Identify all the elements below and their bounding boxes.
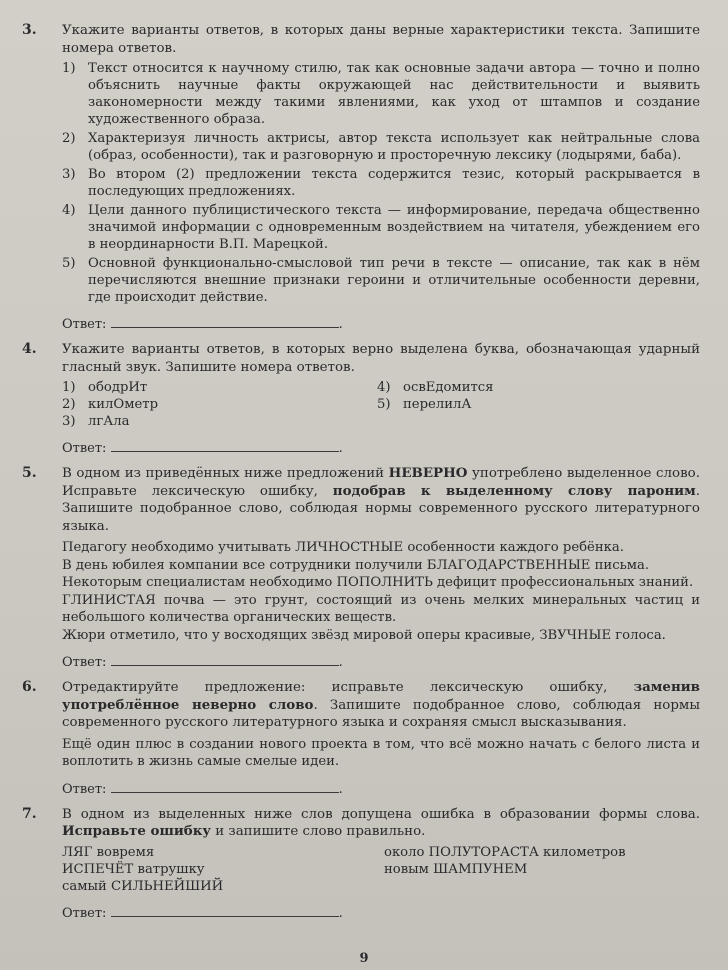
option-item: 2) килОметр	[62, 397, 159, 412]
answer-field[interactable]: Ответ: .	[62, 781, 343, 797]
option-item: 5) перелилА	[377, 397, 472, 412]
task-number: 3.	[22, 22, 37, 38]
task-question: Отредактируйте предложение: исправьте лексическую ошибку, заменив употреблённое неверно слово. Запишите подобранное слово, соблюдая нормы современного русского литературного языка и сохраняя смысл высказывания.	[62, 679, 700, 730]
task-5	[22, 465, 700, 671]
answer-field[interactable]: Ответ: .	[62, 655, 343, 670]
word-item: самый СИЛЬНЕЙШИЙ	[62, 878, 224, 894]
task-7	[22, 806, 700, 922]
option-item: 4) Цели данного публицистического текста — информирование, передача общественно значимой информации с одновременным воздействием на читателя, убеждением его в неординарности В.П. Марецкой.	[62, 203, 700, 252]
task-question: В одном из выделенных ниже слов допущена ошибка в образовании формы слова. Исправьте ошибку и запишите слово правильно.	[62, 806, 700, 839]
word-item: ИСПЕЧЁТ ватрушку	[62, 861, 205, 877]
task-number: 5.	[22, 465, 37, 481]
task-3	[22, 22, 700, 333]
page-number: 9	[359, 951, 369, 966]
task-4	[22, 341, 700, 457]
answer-options	[62, 60, 700, 306]
task-number: 4.	[22, 341, 37, 357]
sentence: Ещё один плюс в создании нового проекта в том, что всё можно начать с белого листа и воплотить в жизнь самые смелые идеи.	[62, 736, 700, 769]
task-question: Укажите варианты ответов, в которых даны верные характеристики текста. Запишите номера ответов.	[62, 23, 700, 56]
sentence: Жюри отметило, что у восходящих звёзд мировой оперы красивые, ЗВУЧНЫЕ голоса.	[62, 627, 666, 643]
answer-field[interactable]: Ответ: .	[62, 441, 343, 456]
task-number: 7.	[22, 805, 37, 822]
task-question: Укажите варианты ответов, в которых верно выделена буква, обозначающая ударный гласный звук. Запишите номера ответов.	[62, 342, 700, 375]
sentence: В день юбилея компании все сотрудники получили БЛАГОДАРСТВЕННЫЕ письма.	[62, 557, 650, 573]
option-item: 5) Основной функционально-смысловой тип речи в тексте — описание, так как в нём перечисляются внешние признаки героини и отличительные особенности деревни, где происходит действие.	[62, 256, 700, 305]
answer-field[interactable]: Ответ: .	[62, 905, 343, 921]
word-item: новым ШАМПУНЕМ	[384, 861, 528, 877]
sentence: Педагогу необходимо учитывать ЛИЧНОСТНЫЕ особенности каждого ребёнка.	[62, 540, 624, 555]
word-item: около ПОЛУТОРАСТА километров	[384, 844, 626, 860]
option-item: 3) лгАла	[62, 414, 130, 429]
sentence: Некоторым специалистам необходимо ПОПОЛНИТЬ дефицит профессиональных знаний.	[62, 575, 694, 590]
option-item: 2) Характеризуя личность актрисы, автор текста использует как нейтральные слова (образ, особенности), так и разговорную и просторечную лексику (лодырями, баба).	[62, 131, 700, 163]
task-6	[22, 679, 700, 798]
option-item: 3) Во втором (2) предложении текста содержится тезис, который раскрывается в последующих предложениях.	[62, 167, 700, 199]
answer-field[interactable]: Ответ: .	[62, 317, 343, 332]
option-item: 4) освЕдомится	[377, 380, 494, 395]
sentence: ГЛИНИСТАЯ почва — это грунт, состоящий из очень мелких минеральных частиц и небольшого количества органических веществ.	[62, 592, 700, 625]
word-item: ЛЯГ вовремя	[62, 844, 155, 860]
task-number: 6.	[22, 679, 37, 695]
option-item: 1) ободрИт	[62, 380, 148, 395]
option-item: 1) Текст относится к научному стилю, так как основные задачи автора — точно и полно объяснить научные факты окружающей нас действительности и выявить закономерности между такими явлениями, как уход от штампов и создание художественного образа.	[62, 61, 700, 127]
answer-options	[62, 379, 700, 430]
word-list	[62, 844, 700, 895]
task-question: В одном из приведённых ниже предложений НЕВЕРНО употреблено выделенное слово. Исправьте лексическую ошибку, подобрав к выделенному слову пароним. Запишите подобранное слово, соблюдая нормы современного русского литературного языка.	[62, 465, 700, 534]
